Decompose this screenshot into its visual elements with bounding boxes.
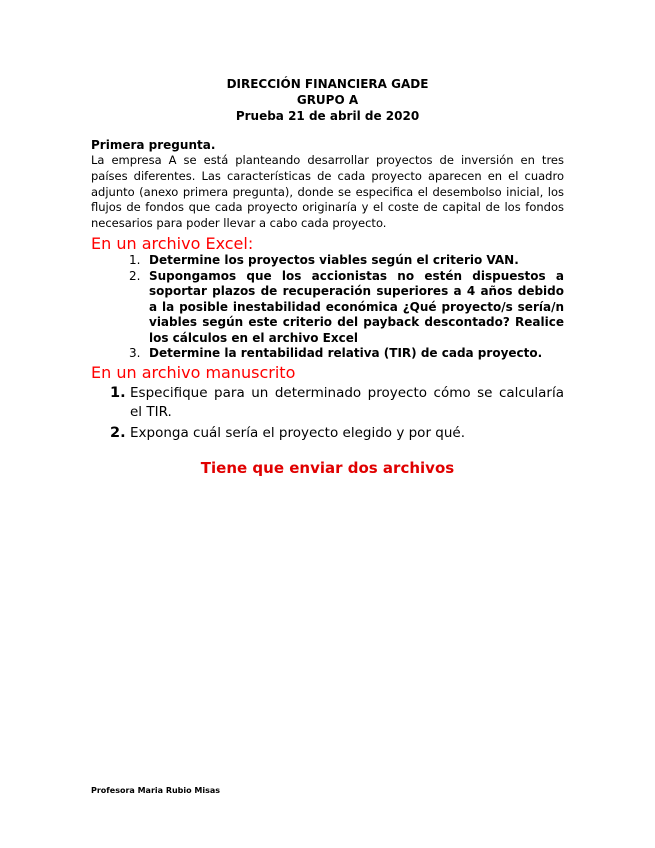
list-number: 2.	[129, 268, 141, 283]
excel-task-1	[126, 253, 564, 269]
list-item-text: Determine los proyectos viables según el criterio VAN.	[149, 253, 519, 267]
excel-section-heading: En un archivo Excel:	[91, 234, 254, 253]
excel-task-2	[126, 269, 564, 347]
list-number: 1.	[110, 385, 126, 401]
list-number: 3.	[129, 346, 141, 360]
manuscript-task-list	[110, 384, 564, 446]
list-item-text: Determine la rentabilidad relativa (TIR) de cada proyecto.	[149, 346, 543, 360]
manuscript-task-2	[110, 424, 564, 443]
manuscript-task-1	[110, 384, 564, 421]
course-title: DIRECCIÓN FINANCIERA GADE	[226, 77, 429, 91]
list-item-text: Especifique para un determinado proyecto cómo se calcularía el TIR.	[130, 385, 564, 420]
closing-note: Tiene que enviar dos archivos	[200, 459, 455, 477]
list-number: 1.	[129, 253, 141, 267]
footer-author: Profesora Maria Rubio Misas	[91, 786, 221, 795]
group-label: GRUPO A	[296, 93, 359, 107]
list-number: 2.	[110, 425, 126, 441]
manuscript-section-heading: En un archivo manuscrito	[91, 363, 296, 382]
excel-task-list	[126, 253, 564, 362]
excel-task-3	[126, 346, 564, 362]
question-intro: La empresa A se está planteando desarrollar proyectos de inversión en tres países diferentes. Las características de cada proyecto aparecen en el cuadro adjunto (anexo primera pregunta), donde se especifica el desembolso inicial, los flujos de fondos que cada proyecto originaría y el coste de capital de los fondos necesarios para poder llevar a cabo cada proyecto.	[91, 153, 564, 231]
question-title: Primera pregunta.	[91, 138, 216, 152]
document-header	[0, 76, 655, 124]
list-item-text: Exponga cuál sería el proyecto elegido y por qué.	[130, 425, 466, 441]
list-item-text: Supongamos que los accionistas no estén dispuestos a soportar plazos de recuperación superiores a 4 años debido a la posible inestabilidad económica ¿Qué proyecto/s sería/n viables según este criterio del payback descontado? Realice los cálculos en el archivo Excel	[149, 268, 564, 345]
exam-date: Prueba 21 de abril de 2020	[235, 109, 420, 123]
